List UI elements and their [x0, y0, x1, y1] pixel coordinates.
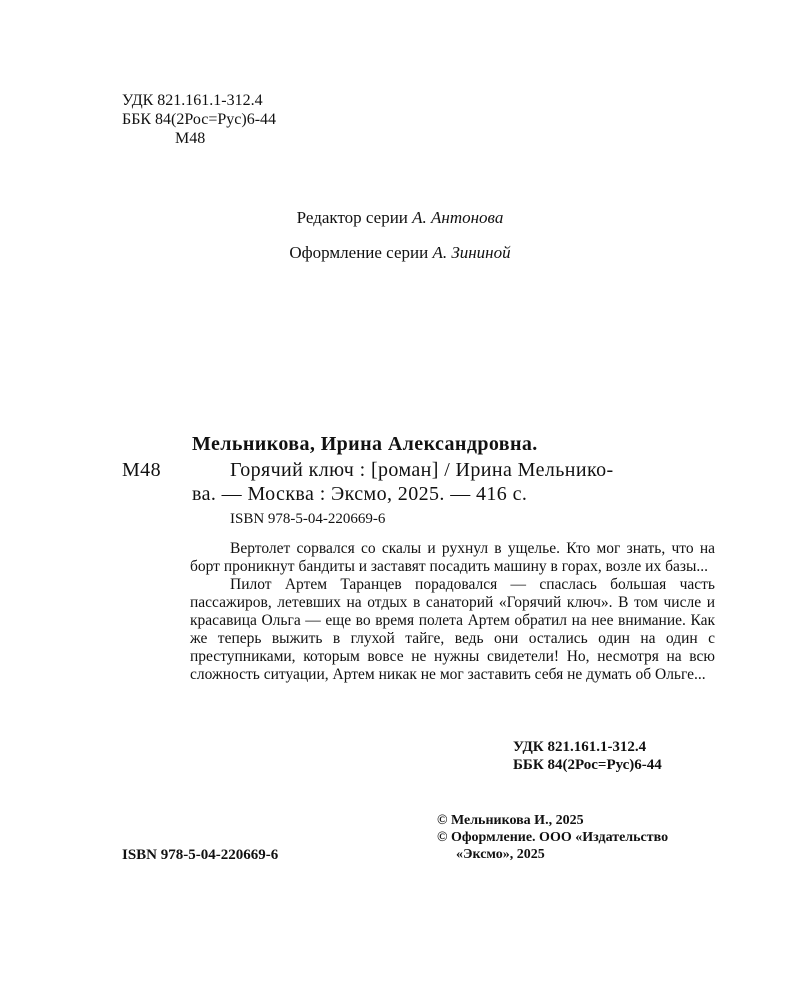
- series-design-label: Оформление серии: [289, 243, 429, 262]
- series-design-line: [0, 243, 800, 263]
- author-heading: Мельникова, Ирина Александровна.: [192, 433, 538, 455]
- bib-mark: М48: [122, 459, 161, 481]
- annotation-paragraph: Пилот Артем Таранцев порадовался — спаслась большая часть пассажиров, летевших на отдых в санаторий «Горячий ключ». В том числе и красавица Ольга — еще во время полета Артем обратил на нее внимание. Как же теперь выжить в глухой тайге, ведь они остались один на один с преступниками, которым вовсе не нужны свидетели! Но, несмотря на всю сложность ситуации, Артем никак не мог заставить себя не думать об Ольге...: [190, 576, 715, 683]
- annotation-bbk: ББК 84(2Рос=Рус)6-44: [513, 757, 662, 773]
- bib-imprint-line: ва. — Москва : Эксмо, 2025. — 416 с.: [192, 483, 528, 505]
- annotation: [190, 540, 715, 684]
- bib-isbn: ISBN 978-5-04-220669-6: [230, 511, 386, 527]
- author-mark: М48: [175, 130, 206, 147]
- bottom-isbn: ISBN 978-5-04-220669-6: [122, 847, 279, 863]
- udk-code: УДК 821.161.1-312.4: [122, 92, 263, 109]
- copyright-block: [437, 812, 668, 863]
- annotation-codes: [513, 738, 662, 774]
- copyright-design: © Оформление. ООО «Издательство: [437, 830, 669, 845]
- annotation-paragraph: Вертолет сорвался со скалы и рухнул в ущелье. Кто мог знать, что на борт проникнут бандиты и заставят посадить машину в горах, возле их базы...: [190, 540, 715, 575]
- series-editor-label: Редактор серии: [296, 208, 408, 227]
- series-editor-line: [0, 208, 800, 228]
- series-design-name: А. Зининой: [432, 243, 511, 262]
- annotation-udk: УДК 821.161.1-312.4: [513, 739, 647, 755]
- copyright-publisher: «Эксмо», 2025: [456, 847, 545, 862]
- series-editor-name: А. Антонова: [412, 208, 504, 227]
- bib-title-line: Горячий ключ : [роман] / Ирина Мельнико-: [230, 459, 614, 481]
- copyright-author: © Мельникова И., 2025: [437, 813, 584, 828]
- bbk-code: ББК 84(2Рос=Рус)6-44: [122, 111, 277, 128]
